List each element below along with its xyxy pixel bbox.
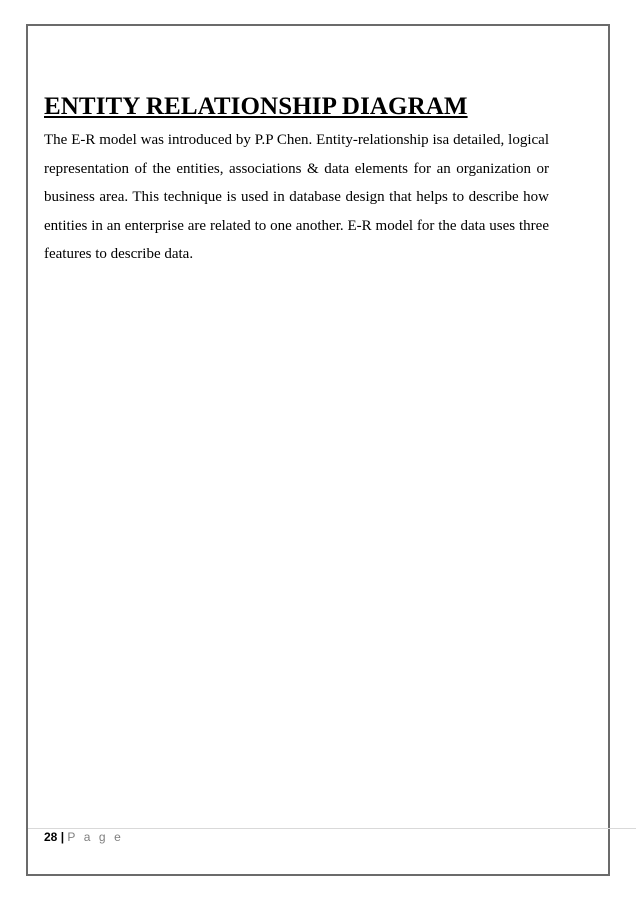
page-footer bbox=[44, 829, 123, 845]
footer-separator: | bbox=[60, 830, 65, 844]
body-paragraph: The E-R model was introduced by P.P Chen. Entity-relationship isa detailed, logical representation of the entities, associations & data elements for an organization or business area. This technique is used in database design that helps to describe how entities in an enterprise are related to one another. E-R model for the data uses three features to describe data. bbox=[44, 132, 549, 263]
page-label: P a g e bbox=[67, 830, 124, 844]
page-number: 28 bbox=[44, 830, 58, 844]
document-body bbox=[44, 92, 549, 269]
section-heading: ENTITY RELATIONSHIP DIAGRAM bbox=[44, 93, 468, 120]
